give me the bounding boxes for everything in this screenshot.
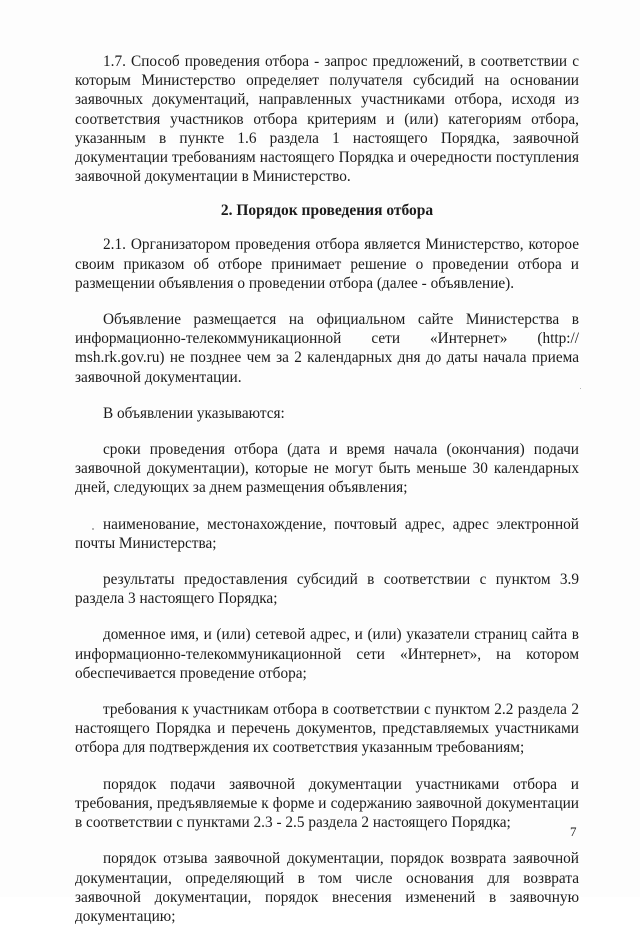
list-item-submission-procedure: порядок подачи заявочной документации участниками отбора и требования, предъявляемые к форме и содержанию заявочной документации в соответствии с пунктами 2.3 - 2.5 раздела 2 настоящего Порядка;	[75, 775, 579, 832]
list-item-deadlines: сроки проведения отбора (дата и время начала (окончания) подачи заявочной документации), которые не могут быть меньше 30 календарных дней, следующих за днем размещения объявления;	[75, 441, 579, 497]
page-number: 7	[570, 824, 577, 839]
scan-speck	[580, 388, 581, 389]
list-item-website: доменное имя, и (или) сетевой адрес, и (или) указатели страниц сайта в информационно-телекоммуникационной сети «Интернет», на котором обеспечивается проведение отбора;	[75, 626, 579, 682]
paragraph-2-1: 2.1. Организатором проведения отбора является Министерство, которое своим приказом об отборе принимает решение о проведении отбора и размещении объявления о проведении отбора (далее - объявление).	[75, 236, 579, 292]
page-content	[75, 52, 579, 926]
list-item-results: результаты предоставления субсидий в соответствии с пунктом 3.9 раздела 3 настоящего Порядка;	[75, 571, 579, 608]
paragraph-1-7: 1.7. Способ проведения отбора - запрос предложений, в соответствии с которым Министерство определяет получателя субсидий на основании заявочных документаций, направленных участниками отбора, исходя из соответствия участников отбора критериям и (или) категориям отбора, указанным в пункте 1.6 раздела 1 настоящего Порядка, заявочной документации требованиям настоящего Порядка и очередности поступления заявочной документации в Министерство.	[75, 53, 579, 186]
list-item-withdrawal-procedure: порядок отзыва заявочной документации, порядок возврата заявочной документации, определяющий в том числе основания для возврата заявочной документации, порядок внесения изменений в заявочную документацию;	[75, 850, 579, 925]
list-item-participant-requirements: требования к участникам отбора в соответствии с пунктом 2.2 раздела 2 настоящего Порядка и перечень документов, представляемых участниками отбора для подтверждения их соответствия указанным требованиям;	[75, 701, 579, 757]
list-item-ministry-contacts: наименование, местонахождение, почтовый адрес, адрес электронной почты Министерства;	[75, 515, 579, 552]
section-heading: 2. Порядок проведения отбора	[220, 202, 434, 220]
paragraph-announcement: Объявление размещается на официальном сайте Министерства в информационно-телекоммуникационной сети «Интернет» (http:// msh.rk.gov.ru) не позднее чем за 2 календарных дня до даты начала приема заявочной документации.	[75, 311, 579, 386]
paragraph-announcement-intro: В объявлении указываются:	[103, 404, 285, 422]
scan-speck	[92, 528, 94, 530]
